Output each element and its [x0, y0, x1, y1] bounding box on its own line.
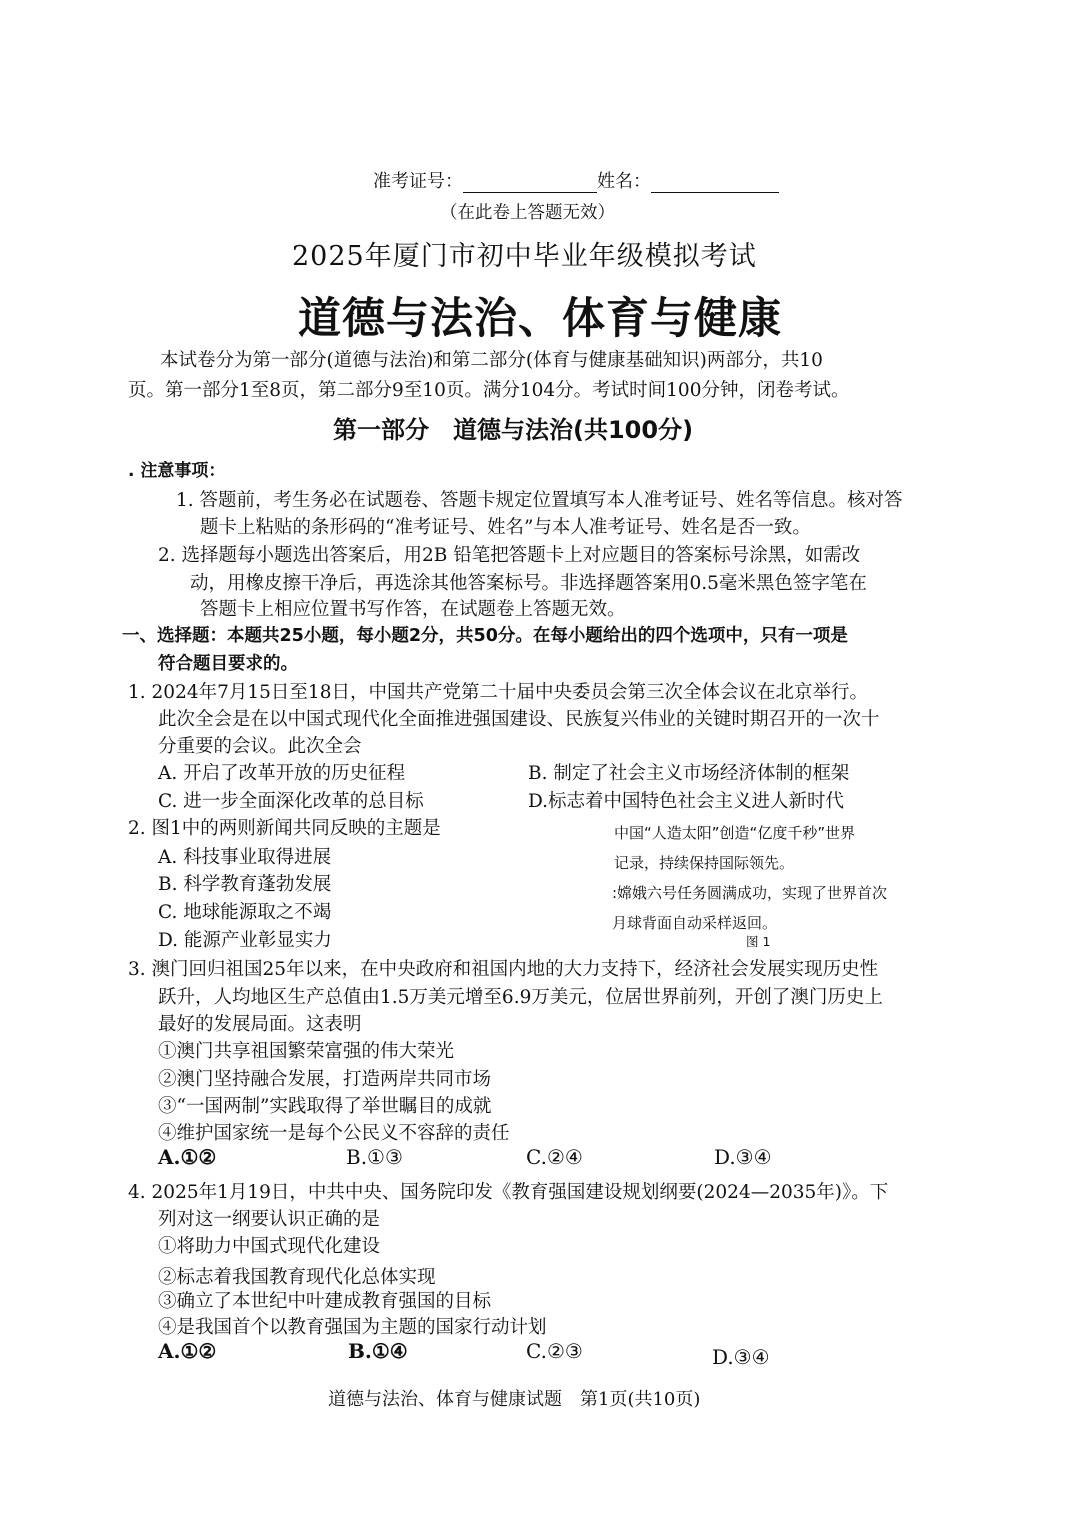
subject-title: 道德与法治、体育与健康: [298, 294, 782, 344]
figure-1-news-2-line-1: :嫦娥六号任务圆满成功，实现了世界首次: [612, 884, 888, 902]
q4-line-1: 4. 2025年1月19日，中共中央、国务院印发《教育强国建设规划纲要(2024—2035年)》。下: [128, 1182, 889, 1203]
q4-item-1: ①将助力中国式现代化建设: [158, 1236, 381, 1257]
q3-line-3: 最好的发展局面。这表明: [158, 1014, 362, 1035]
q3-item-2: ②澳门坚持融合发展，打造两岸共同市场: [158, 1069, 492, 1090]
q1-option-b: B. 制定了社会主义市场经济体制的框架: [528, 763, 850, 784]
figure-1-news-1-line-2: 记录，持续保持国际领先。: [614, 854, 795, 872]
figure-1-news-1-line-1: 中国“人造太阳”创造“亿度千秒”世界: [614, 824, 856, 842]
q3-item-1: ①澳门共享祖国繁荣富强的伟大荣光: [158, 1041, 455, 1062]
q3-option-c: C.②④: [526, 1145, 583, 1169]
name-blank: [651, 174, 779, 193]
note-2-line-1: 2. 选择题每小题选出答案后，用2B 铅笔把答题卡上对应题目的答案标号涂黑，如需改: [158, 545, 861, 566]
q1-line-2: 此次全会是在以中国式现代化全面推进强国建设、民族复兴伟业的关键时期召开的一次十: [158, 709, 880, 730]
exam-number-blank: [463, 174, 597, 193]
q4-item-2: ②标志着我国教育现代化总体实现: [158, 1267, 436, 1288]
q1-option-a: A. 开启了改革开放的历史征程: [158, 763, 406, 784]
q4-option-c: C.②③: [526, 1339, 583, 1363]
section1-line-2: 符合题目要求的。: [158, 654, 298, 674]
q3-option-a: A.①②: [158, 1145, 217, 1169]
exam-info-line: [373, 167, 779, 193]
q3-option-b: B.①③: [346, 1145, 403, 1169]
figure-1-news: [608, 818, 928, 938]
q2-option-b: B. 科学教育蓬勃发展: [158, 874, 332, 895]
q1-option-c: C. 进一步全面深化改革的总目标: [158, 791, 424, 812]
note-2-line-3: 答题卡上相应位置书写作答，在试题卷上答题无效。: [200, 599, 626, 620]
page-footer: 道德与法治、体育与健康试题 第1页(共10页): [328, 1389, 701, 1410]
q3-option-d: D.③④: [714, 1145, 772, 1169]
q3-item-3: ③“一国两制”实践取得了举世瞩目的成就: [158, 1096, 492, 1117]
part1-title: 第一部分 道德与法治(共100分): [333, 416, 694, 444]
exam-title: 2025年厦门市初中毕业年级模拟考试: [292, 241, 757, 272]
invalid-note: （在此卷上答题无效）: [440, 203, 615, 223]
q4-option-a: A.①②: [158, 1339, 217, 1363]
name-label: 姓名：: [597, 171, 651, 192]
q3-line-2: 跃升，人均地区生产总值由1.5万美元增至6.9万美元，位居世界前列，开创了澳门历史上: [158, 987, 883, 1008]
q1-option-d: D.标志着中国特色社会主义进人新时代: [528, 791, 845, 812]
q2-stem: 2. 图1中的两则新闻共同反映的主题是: [128, 818, 441, 839]
intro-line-1: 本试卷分为第一部分(道德与法治)和第二部分(体育与健康基础知识)两部分，共10: [160, 350, 823, 371]
q4-line-2: 列对这一纲要认识正确的是: [158, 1209, 381, 1230]
note-1-line-1: 1. 答题前，考生务必在试题卷、答题卡规定位置填写本人准考证号、姓名等信息。核对答: [176, 490, 903, 511]
q4-item-4: ④是我国首个以教育强国为主题的国家行动计划: [158, 1317, 547, 1338]
note-1-line-2: 题卡上粘贴的条形码的“准考证号、姓名”与本人准考证号、姓名是否一致。: [200, 517, 811, 538]
intro-line-2: 页。第一部分1至8页，第二部分9至10页。满分104分。考试时间100分钟，闭卷考试。: [128, 380, 850, 401]
q4-option-d: D.③④: [712, 1345, 770, 1369]
q4-item-3: ③确立了本世纪中叶建成教育强国的目标: [158, 1291, 492, 1312]
q1-line-3: 分重要的会议。此次全会: [158, 736, 362, 757]
notes-heading: . 注意事项：: [128, 461, 226, 481]
exam-number-label: 准考证号：: [373, 171, 463, 192]
figure-1-caption: 图 1: [746, 934, 771, 949]
q2-option-a: A. 科技事业取得进展: [158, 847, 332, 868]
q3-item-4: ④维护国家统一是每个公民义不容辞的责任: [158, 1123, 510, 1144]
q2-option-c: C. 地球能源取之不竭: [158, 902, 332, 923]
q4-option-b: B.①④: [348, 1339, 408, 1363]
q3-line-1: 3. 澳门回归祖国25年以来，在中央政府和祖国内地的大力支持下，经济社会发展实现历史性: [128, 959, 879, 980]
q2-option-d: D. 能源产业彰显实力: [158, 930, 332, 951]
section1-line-1: 一、选择题：本题共25小题，每小题2分，共50分。在每小题给出的四个选项中，只有一项是: [122, 626, 848, 646]
q1-line-1: 1. 2024年7月15日至18日，中国共产党第二十届中央委员会第三次全体会议在北京举行。: [128, 682, 868, 703]
note-2-line-2: 动，用橡皮擦干净后，再选涂其他答案标号。非选择题答案用0.5毫米黑色签字笔在: [190, 573, 867, 594]
figure-1-news-2-line-2: 月球背面自动采样返回。: [612, 914, 778, 932]
